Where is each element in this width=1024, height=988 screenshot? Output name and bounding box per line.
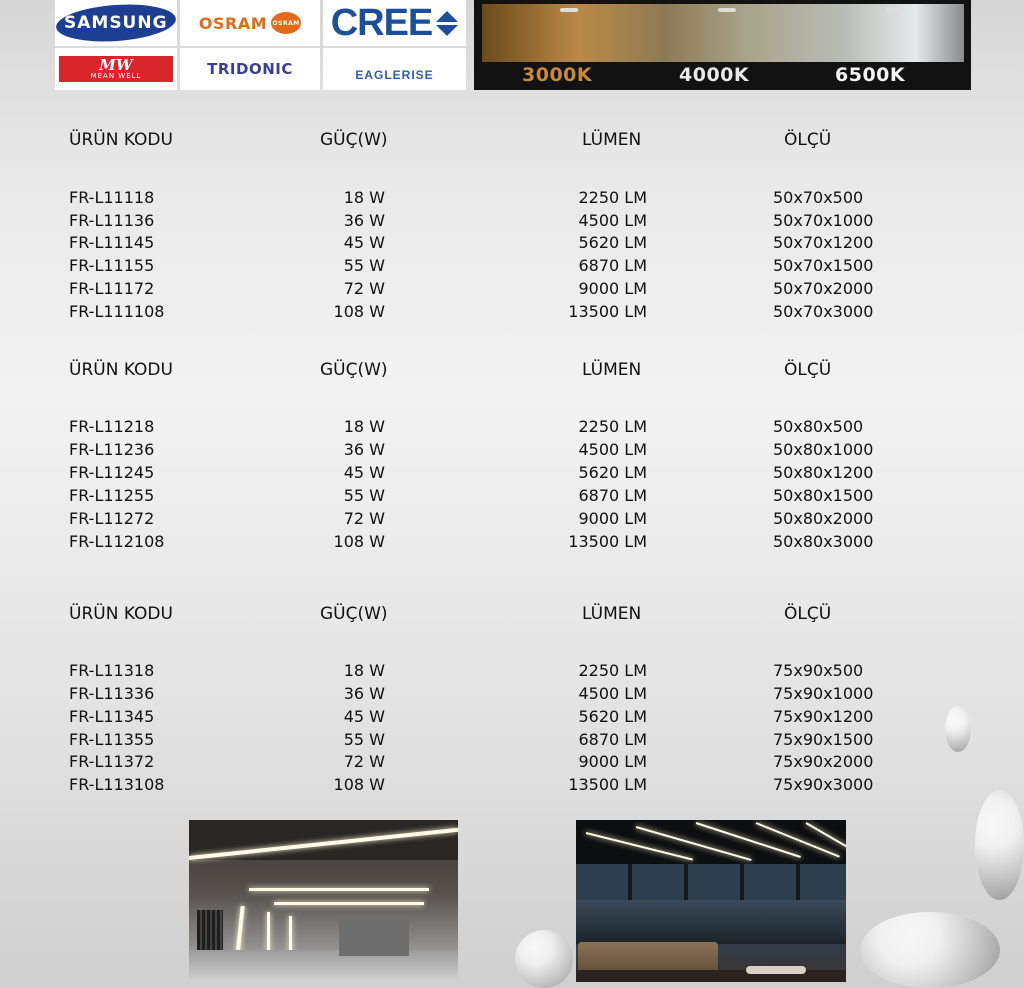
table-row [0,417,1024,439]
cell-size: 50x70x3000 [773,302,874,321]
cell-lumen: 4500 LM [578,440,647,459]
cell-watt: 18 W [343,417,385,436]
cell-code: FR-L11255 [69,486,155,505]
cell-lumen: 2250 LM [578,417,647,436]
cell-code: FR-L111108 [69,302,165,321]
cell-watt: 18 W [343,661,385,680]
cell-watt: 72 W [343,509,385,528]
table-row [0,532,1024,554]
cell-size: 75x90x1500 [773,730,874,749]
arrow-down-icon [436,25,458,36]
cell-size: 75x90x2000 [773,752,874,771]
cell-watt: 45 W [343,463,385,482]
living-room-photo [576,820,846,982]
cell-size: 50x70x1200 [773,233,874,252]
floor-reflection [189,950,458,982]
header-lumen: LÜMEN [582,360,642,380]
cell-lumen: 9000 LM [578,752,647,771]
cell-code: FR-L11245 [69,463,155,482]
table-row [0,486,1024,508]
water-drop-decoration [515,930,573,988]
osram-badge-icon: OSRAM [271,12,301,34]
header-size: ÖLÇÜ [784,604,832,624]
cell-watt: 108 W [333,775,385,794]
cree-logo-text: CREE [330,1,433,44]
cell-watt: 36 W [343,684,385,703]
header-size: ÖLÇÜ [784,130,832,150]
cell-watt: 108 W [333,532,385,551]
cell-code: FR-L11136 [69,211,155,230]
samsung-logo [55,0,177,46]
cell-watt: 72 W [343,279,385,298]
cell-watt: 36 W [343,211,385,230]
cell-code: FR-L113108 [69,775,165,794]
table-row [0,188,1024,210]
cell-watt: 18 W [343,188,385,207]
table-row [0,707,1024,729]
cell-watt: 72 W [343,752,385,771]
cell-watt: 108 W [333,302,385,321]
coffee-table [746,966,806,974]
cell-lumen: 6870 LM [578,730,647,749]
cell-code: FR-L11272 [69,509,155,528]
temp-label-3000k: 3000K [522,64,593,86]
header-code: ÜRÜN KODU [69,360,173,380]
cell-lumen: 9000 LM [578,509,647,528]
cell-lumen: 5620 LM [578,463,647,482]
cell-lumen: 13500 LM [568,775,647,794]
cell-size: 50x70x1000 [773,211,874,230]
meanwell-logo-big: MW [99,56,133,74]
light-line [274,902,424,905]
table-row [0,730,1024,752]
header-watt: GÜÇ(W) [320,130,388,150]
samsung-logo-oval [55,1,177,45]
eaglerise-logo-text: EAGLERISE [355,68,434,82]
cell-lumen: 2250 LM [578,661,647,680]
table-row [0,661,1024,683]
doorway [339,916,409,956]
cell-lumen: 4500 LM [578,684,647,703]
table-row [0,256,1024,278]
water-drop-decoration [945,706,971,752]
cell-code: FR-L11336 [69,684,155,703]
cell-lumen: 9000 LM [578,279,647,298]
cell-lumen: 5620 LM [578,233,647,252]
header-watt: GÜÇ(W) [320,604,388,624]
header-lumen: LÜMEN [582,604,642,624]
cree-arrows-icon [436,11,458,36]
table-row [0,211,1024,233]
cell-lumen: 2250 LM [578,188,647,207]
cell-code: FR-L11218 [69,417,155,436]
cell-size: 50x80x3000 [773,532,874,551]
table-row [0,752,1024,774]
cell-lumen: 6870 LM [578,256,647,275]
cell-code: FR-L11345 [69,707,155,726]
header-watt: GÜÇ(W) [320,360,388,380]
cell-size: 50x80x1000 [773,440,874,459]
cell-size: 50x80x1200 [773,463,874,482]
table-row [0,463,1024,485]
table-row [0,233,1024,255]
header-size: ÖLÇÜ [784,360,832,380]
temp-label-4000k: 4000K [679,64,750,86]
cell-size: 50x80x500 [773,417,864,436]
cell-code: FR-L11155 [69,256,155,275]
cell-size: 50x70x1500 [773,256,874,275]
cell-code: FR-L11355 [69,730,155,749]
lamp-icon [560,8,578,12]
table-row [0,775,1024,797]
header-code: ÜRÜN KODU [69,604,173,624]
table-header [0,604,1024,626]
tridonic-logo-text: TRIDONIC [207,60,293,78]
forest [576,900,846,944]
table-header [0,130,1024,152]
meanwell-logo-badge [59,56,173,82]
cell-watt: 36 W [343,440,385,459]
osram-logo-mark [199,12,301,34]
table-row [0,279,1024,301]
cell-code: FR-L11318 [69,661,155,680]
cell-size: 75x90x500 [773,661,864,680]
water-drop-decoration [975,790,1024,900]
osram-logo [180,0,320,46]
header-lumen: LÜMEN [582,130,642,150]
temp-label-6500k: 6500K [835,64,906,86]
cell-size: 75x90x1000 [773,684,874,703]
table-row [0,509,1024,531]
cell-watt: 45 W [343,233,385,252]
cree-logo-mark [331,2,459,45]
cell-code: FR-L11145 [69,233,155,252]
lamp-icon [886,8,904,12]
cell-watt: 55 W [343,256,385,275]
samsung-logo-text: SAMSUNG [64,13,168,34]
table-header [0,360,1024,382]
cell-size: 75x90x1200 [773,707,874,726]
meanwell-logo [55,48,177,90]
cell-lumen: 5620 LM [578,707,647,726]
cell-watt: 45 W [343,707,385,726]
meanwell-logo-small: MEAN WELL [90,72,142,80]
light-line [249,888,429,891]
cell-code: FR-L112108 [69,532,165,551]
tridonic-logo [180,48,320,90]
cell-size: 50x70x2000 [773,279,874,298]
cell-code: FR-L11372 [69,752,155,771]
cell-size: 75x90x3000 [773,775,874,794]
cell-watt: 55 W [343,730,385,749]
table-row [0,684,1024,706]
cell-size: 50x80x2000 [773,509,874,528]
cell-lumen: 6870 LM [578,486,647,505]
color-temperature-scene [482,4,964,62]
cell-lumen: 4500 LM [578,211,647,230]
osram-logo-text: OSRAM [198,13,268,33]
eaglerise-logo [323,48,466,90]
cell-size: 50x70x500 [773,188,864,207]
cell-watt: 55 W [343,486,385,505]
corridor-photo [189,820,458,982]
cell-code: FR-L11236 [69,440,155,459]
cell-lumen: 13500 LM [568,532,647,551]
header-code: ÜRÜN KODU [69,130,173,150]
arrow-up-icon [436,11,458,22]
water-drop-decoration [860,912,1000,988]
table-row [0,302,1024,324]
cree-logo [323,0,466,46]
cell-size: 50x80x1500 [773,486,874,505]
cell-lumen: 13500 LM [568,302,647,321]
table-row [0,440,1024,462]
cell-code: FR-L11172 [69,279,155,298]
lamp-icon [718,8,736,12]
cell-code: FR-L11118 [69,188,155,207]
color-temperature-panel [474,0,971,90]
